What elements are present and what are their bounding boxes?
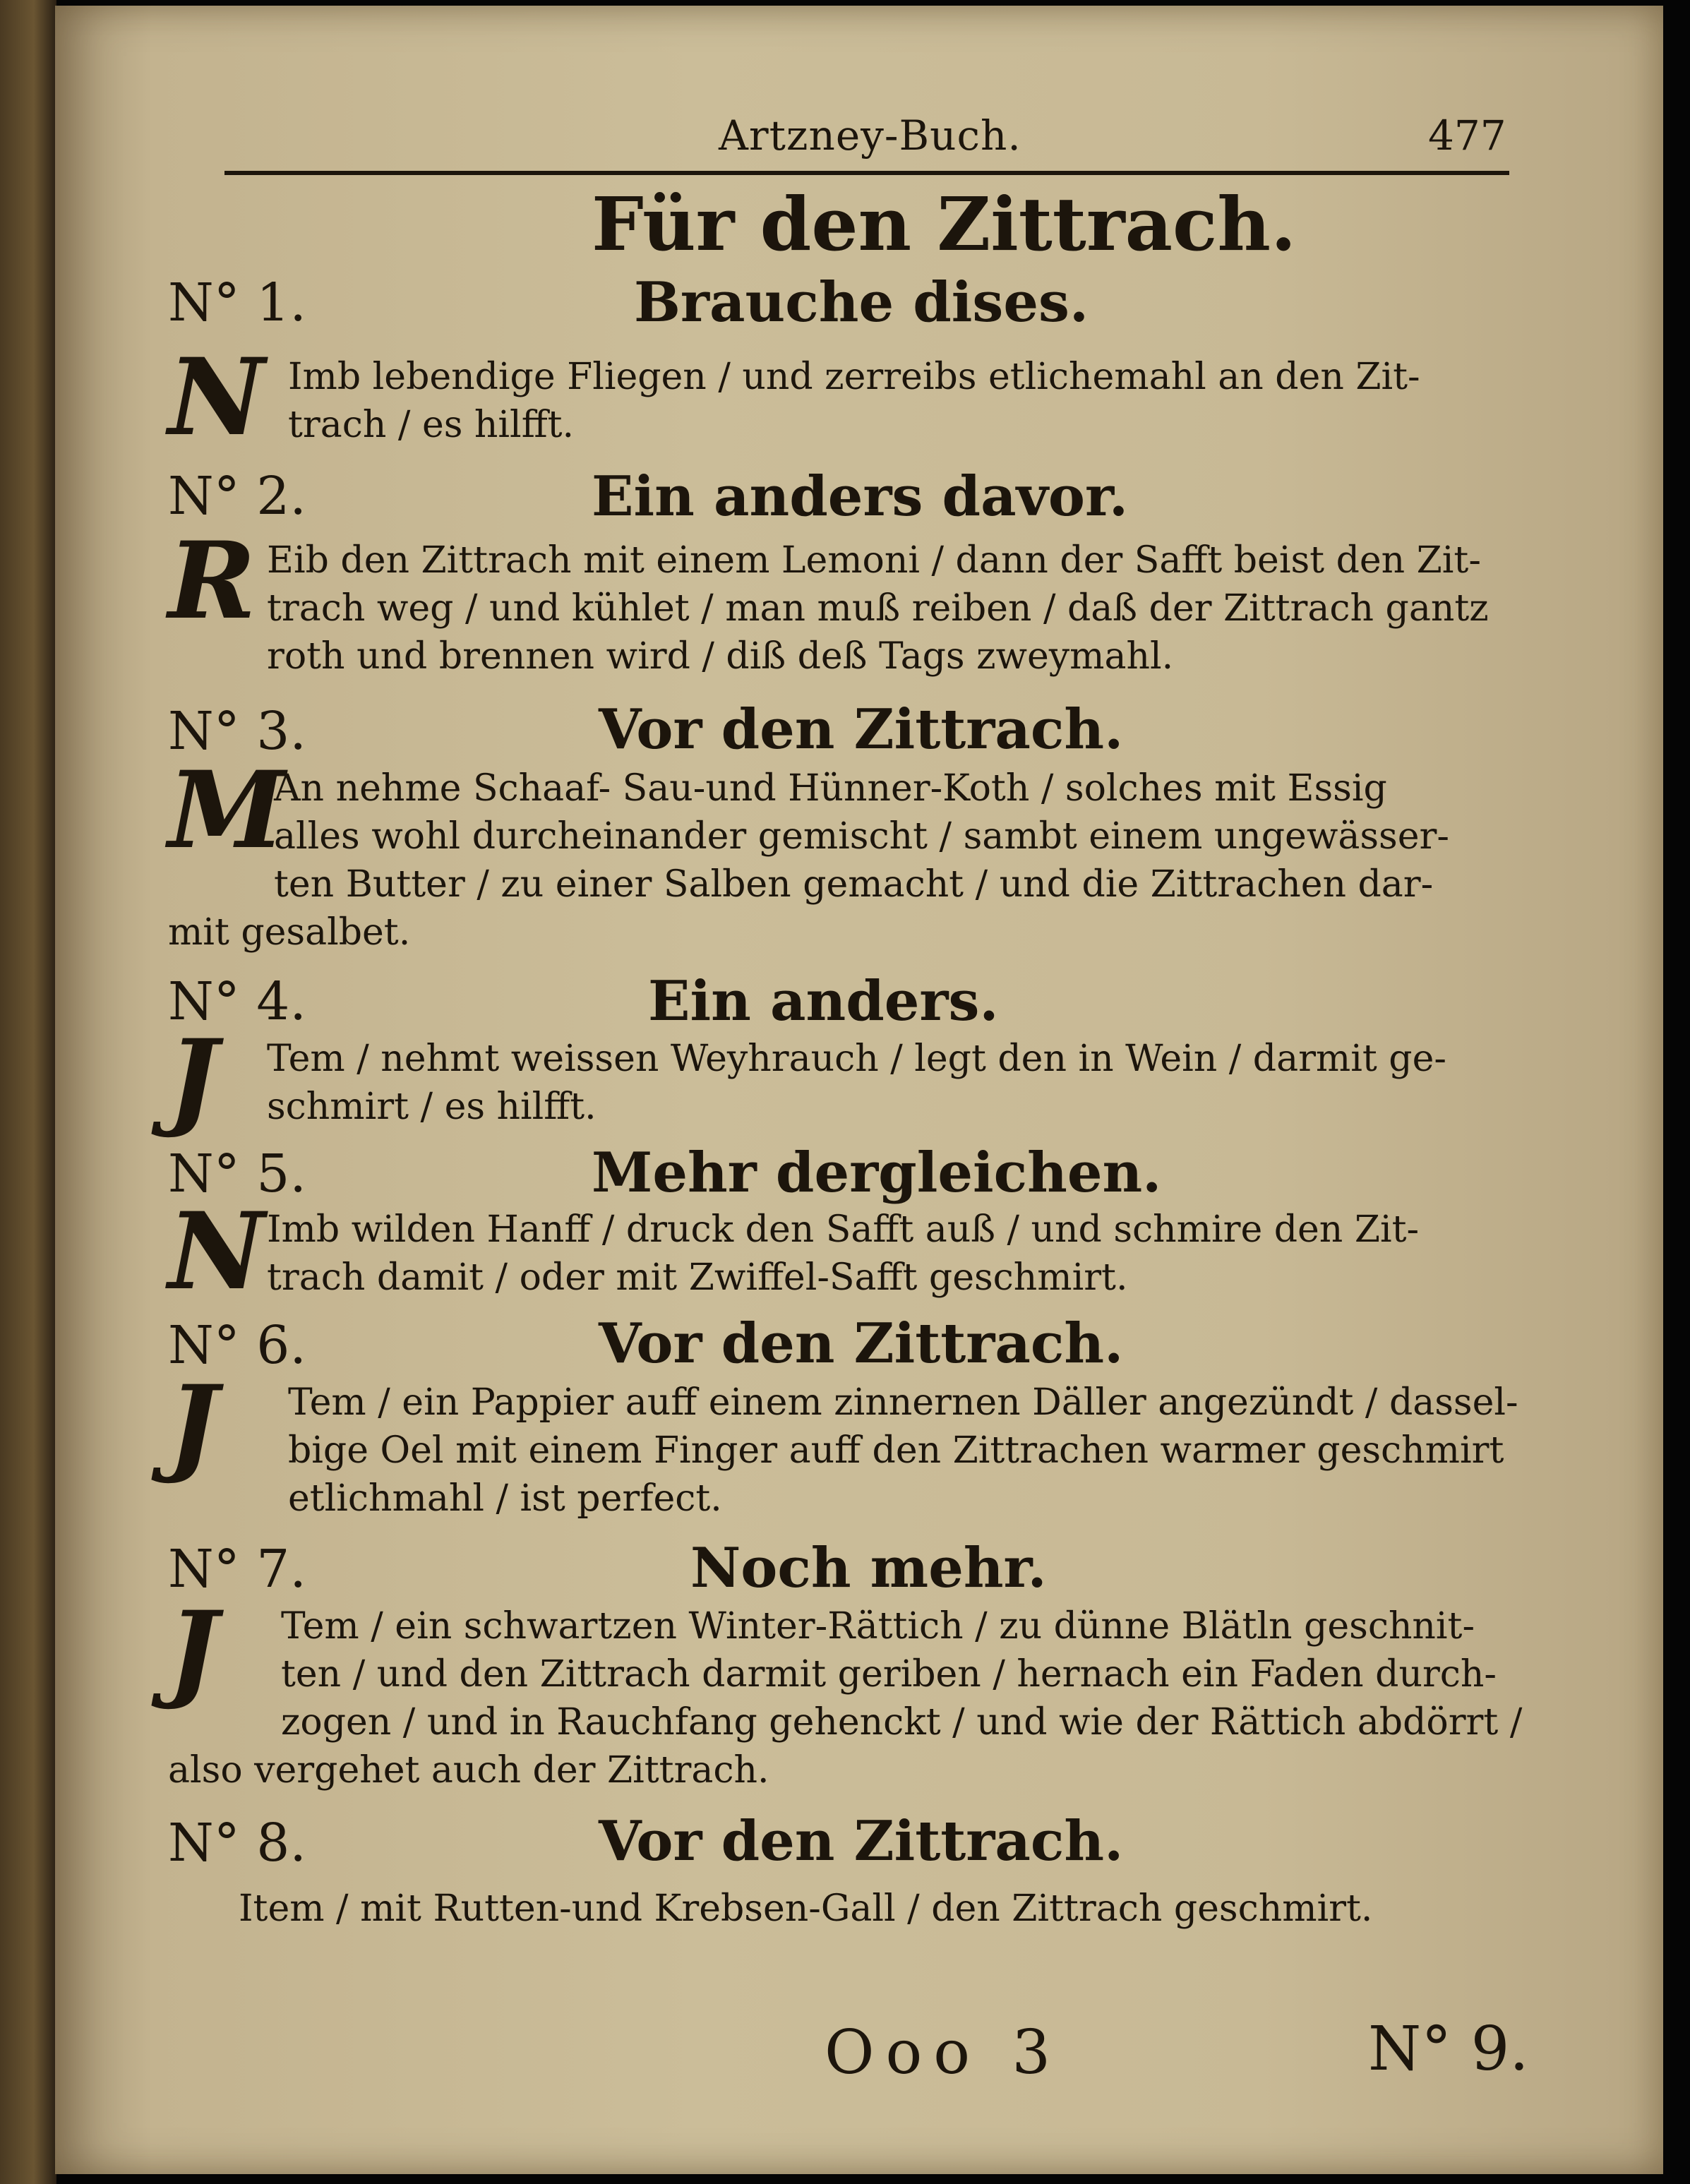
- entry-heading: Vor den Zittrach.: [599, 1312, 1124, 1376]
- entry-line: also vergehet auch der Zittrach.: [168, 1749, 769, 1792]
- entry-number: N° 4.: [168, 971, 306, 1032]
- drop-initial: M: [168, 748, 286, 872]
- entry-line: etlichmahl / ist perfect.: [288, 1477, 722, 1520]
- entry-heading: Noch mehr.: [690, 1536, 1047, 1600]
- entry-heading: Brauche dises.: [634, 270, 1089, 335]
- entry-heading: Mehr dergleichen.: [592, 1141, 1162, 1205]
- entry-number: N° 5.: [168, 1144, 306, 1204]
- book-page: [55, 6, 1663, 2174]
- entry-line: Tem / ein schwartzen Winter-Rättich / zu dünne Blätln geschnit-: [281, 1605, 1475, 1648]
- drop-initial: N: [168, 1189, 265, 1314]
- catchword: N° 9.: [1368, 2014, 1529, 2084]
- entry-line: roth und brennen wird / diß deß Tags zweymahl.: [267, 635, 1174, 678]
- entry-line: zogen / und in Rauchfang gehenckt / und wie der Rättich abdörrt /: [281, 1701, 1523, 1744]
- entry-line: ten Butter / zu einer Salben gemacht / und die Zittrachen dar-: [274, 863, 1434, 906]
- drop-initial: J: [168, 1588, 218, 1712]
- entry-number: N° 8.: [168, 1813, 306, 1873]
- page-title: Für den Zittrach.: [592, 181, 1297, 268]
- entry-line: Tem / nehmt weissen Weyhrauch / legt den in Wein / darmit ge-: [267, 1038, 1446, 1080]
- entry-number: N° 6.: [168, 1315, 306, 1376]
- entry-line: schmirt / es hilfft.: [267, 1086, 597, 1128]
- entry-line: Tem / ein Pappier auff einem zinnernen Däller angezündt / dassel-: [288, 1381, 1518, 1424]
- book-binding-edge: [0, 0, 56, 2184]
- entry-line: Eib den Zittrach mit einem Lemoni / dann der Safft beist den Zit-: [267, 539, 1481, 582]
- entry-number: N° 3.: [168, 701, 306, 762]
- entry-line: trach / es hilfft.: [288, 404, 575, 446]
- entry-line: Item / mit Rutten-und Krebsen-Gall / den Zittrach geschmirt.: [239, 1888, 1373, 1930]
- entry-line: ten / und den Zittrach darmit geriben / hernach ein Faden durch-: [281, 1653, 1497, 1696]
- entry-number: N° 1.: [168, 272, 306, 333]
- entry-line: alles wohl durcheinander gemischt / sambt einem ungewässer-: [274, 815, 1449, 858]
- entry-line: bige Oel mit einem Finger auff den Zittrachen warmer geschmirt: [288, 1429, 1504, 1472]
- drop-initial: N: [168, 335, 265, 460]
- drop-initial: R: [168, 519, 256, 643]
- entry-line: mit gesalbet.: [168, 911, 411, 954]
- entry-number: N° 2.: [168, 466, 306, 527]
- entry-number: N° 7.: [168, 1539, 306, 1600]
- entry-line: An nehme Schaaf- Sau-und Hünner-Koth / solches mit Essig: [274, 767, 1387, 810]
- entry-line: trach weg / und kühlet / man muß reiben / daß der Zittrach gantz: [267, 587, 1489, 630]
- entry-heading: Vor den Zittrach.: [599, 1809, 1124, 1873]
- entry-line: trach damit / oder mit Zwiffel-Safft geschmirt.: [267, 1256, 1128, 1299]
- entry-heading: Ein anders.: [648, 969, 999, 1033]
- entry-line: Imb wilden Hanff / druck den Safft auß / und schmire den Zit-: [267, 1208, 1420, 1251]
- page-number: 477: [1428, 112, 1506, 160]
- header-rule: [224, 171, 1509, 175]
- running-head-title: Artzney-Buch.: [719, 112, 1021, 160]
- drop-initial: J: [168, 1362, 218, 1487]
- entry-heading: Vor den Zittrach.: [599, 697, 1124, 762]
- entry-heading: Ein anders davor.: [592, 464, 1129, 529]
- signature-mark: Ooo 3: [825, 2017, 1062, 2088]
- entry-line: Imb lebendige Fliegen / und zerreibs etlichemahl an den Zit-: [288, 356, 1420, 398]
- drop-initial: J: [168, 1016, 218, 1141]
